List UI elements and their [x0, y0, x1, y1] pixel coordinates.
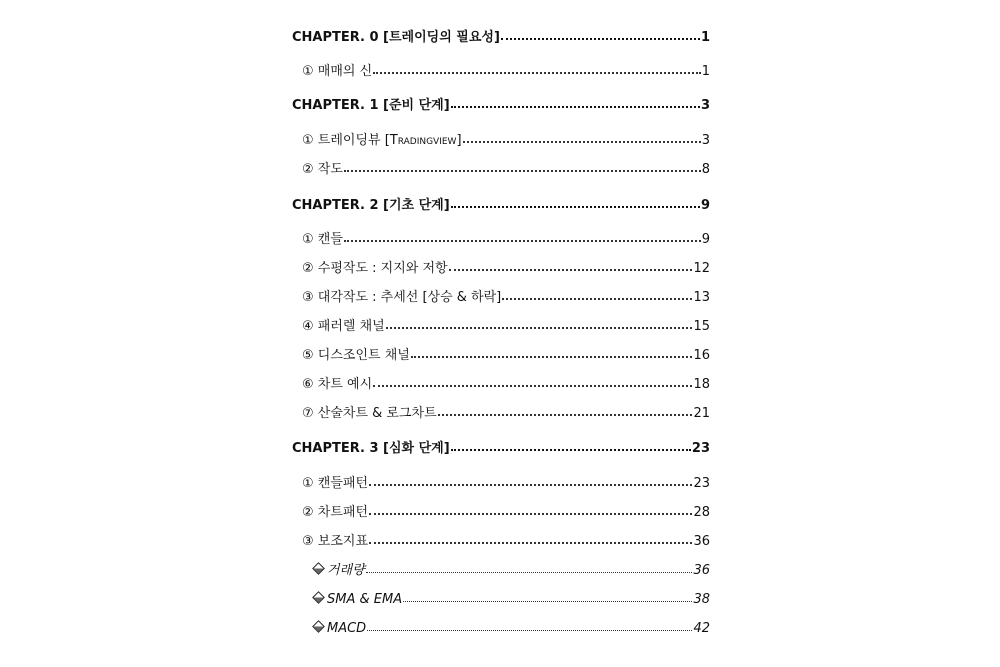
- page-number: 36: [693, 563, 710, 578]
- dot-leader: [369, 533, 692, 545]
- chapter-title: CHAPTER. 2 [기초 단계]: [292, 198, 450, 213]
- toc-item[interactable]: [292, 533, 710, 551]
- toc-item[interactable]: [292, 405, 710, 423]
- subitem-title: SMA & EMA: [327, 592, 403, 607]
- dot-leader: [373, 376, 692, 388]
- toc-item[interactable]: [292, 132, 710, 150]
- toc-item[interactable]: [292, 260, 710, 278]
- toc-item[interactable]: [292, 231, 710, 249]
- subitem-title-wrap: [314, 562, 365, 580]
- toc-subitem[interactable]: [292, 562, 710, 580]
- page-number: 13: [693, 290, 710, 305]
- chapter-title: CHAPTER. 1 [준비 단계]: [292, 98, 450, 113]
- page-number: 23: [693, 476, 710, 491]
- toc-subitem[interactable]: [292, 620, 710, 638]
- subitem-title: MACD: [327, 621, 367, 636]
- subitem-title-wrap: [314, 591, 402, 609]
- page-number: 9: [700, 198, 710, 213]
- subitem-title: 거래량: [327, 563, 365, 578]
- dot-leader: [369, 504, 692, 516]
- page-number: 18: [693, 377, 710, 392]
- item-title: ② 수평작도 : 지지와 저항: [302, 261, 448, 276]
- toc-item[interactable]: [292, 63, 710, 81]
- page-number: 1: [700, 30, 710, 45]
- subitem-title-wrap: [314, 620, 366, 638]
- dot-leader: [438, 405, 693, 417]
- dot-leader: [373, 63, 701, 75]
- page-number: 28: [693, 505, 710, 520]
- item-title: ③ 보조지표: [302, 534, 369, 549]
- toc-item[interactable]: [292, 475, 710, 493]
- item-title: ① 매매의 신: [302, 64, 373, 79]
- toc-item[interactable]: [292, 289, 710, 307]
- item-title: ③ 대각작도 : 추세선 [상승 & 하락]: [302, 290, 502, 305]
- page-number: 16: [693, 348, 710, 363]
- item-title-suffix: ]: [456, 133, 462, 148]
- dot-leader: [369, 475, 692, 487]
- dot-leader: [344, 161, 701, 173]
- dot-leader: [502, 289, 692, 301]
- dot-leader: [451, 440, 691, 452]
- page-number: 42: [693, 621, 710, 636]
- page-number: 3: [700, 98, 710, 113]
- page-number: 8: [701, 162, 710, 177]
- chapter-title: CHAPTER. 3 [심화 단계]: [292, 441, 450, 456]
- item-title: ⑦ 산술차트 & 로그차트: [302, 406, 437, 421]
- item-title-smallcaps: Tradingview: [389, 133, 457, 148]
- dot-leader: [449, 260, 693, 272]
- page-number: 3: [701, 133, 710, 148]
- page-number: 21: [693, 406, 710, 421]
- page-number: 9: [701, 232, 710, 247]
- page-number: 15: [693, 319, 710, 334]
- item-title: ④ 패러렐 채널: [302, 319, 385, 334]
- toc-chapter-1[interactable]: [292, 97, 710, 115]
- page-number: 23: [691, 441, 710, 456]
- toc-item[interactable]: [292, 347, 710, 365]
- item-title: ② 차트패턴: [302, 505, 369, 520]
- dot-leader: [451, 97, 700, 109]
- diamond-bullet-icon: [312, 562, 325, 575]
- chapter-title: CHAPTER. 0 [트레이딩의 필요성]: [292, 30, 500, 45]
- dot-leader: [411, 347, 693, 359]
- toc-chapter-0[interactable]: [292, 29, 710, 47]
- toc-subitem[interactable]: [292, 591, 710, 609]
- dot-leader: [463, 132, 701, 144]
- dot-leader: [366, 562, 693, 574]
- dot-leader: [344, 231, 701, 243]
- item-title-prefix: ① 트레이딩뷰 [: [302, 133, 390, 148]
- item-title: ⑤ 디스조인트 채널: [302, 348, 410, 363]
- dot-leader: [386, 318, 693, 330]
- diamond-bullet-icon: [312, 591, 325, 604]
- item-title: [302, 132, 462, 150]
- page-number: 36: [693, 534, 710, 549]
- item-title: ① 캔들: [302, 232, 343, 247]
- item-title: ① 캔들패턴: [302, 476, 369, 491]
- page-number: 38: [693, 592, 710, 607]
- item-title: ⑥ 차트 예시: [302, 377, 373, 392]
- dot-leader: [451, 197, 700, 209]
- toc-chapter-3[interactable]: [292, 440, 710, 458]
- diamond-bullet-icon: [312, 620, 325, 633]
- dot-leader: [501, 29, 700, 41]
- dot-leader: [367, 620, 692, 632]
- item-title: ② 작도: [302, 162, 343, 177]
- page-number: 12: [693, 261, 710, 276]
- toc-item[interactable]: [292, 376, 710, 394]
- toc-chapter-2[interactable]: [292, 197, 710, 215]
- toc-item[interactable]: [292, 504, 710, 522]
- page-number: 1: [701, 64, 710, 79]
- toc-item[interactable]: [292, 318, 710, 336]
- dot-leader: [403, 591, 692, 603]
- toc-item[interactable]: [292, 161, 710, 179]
